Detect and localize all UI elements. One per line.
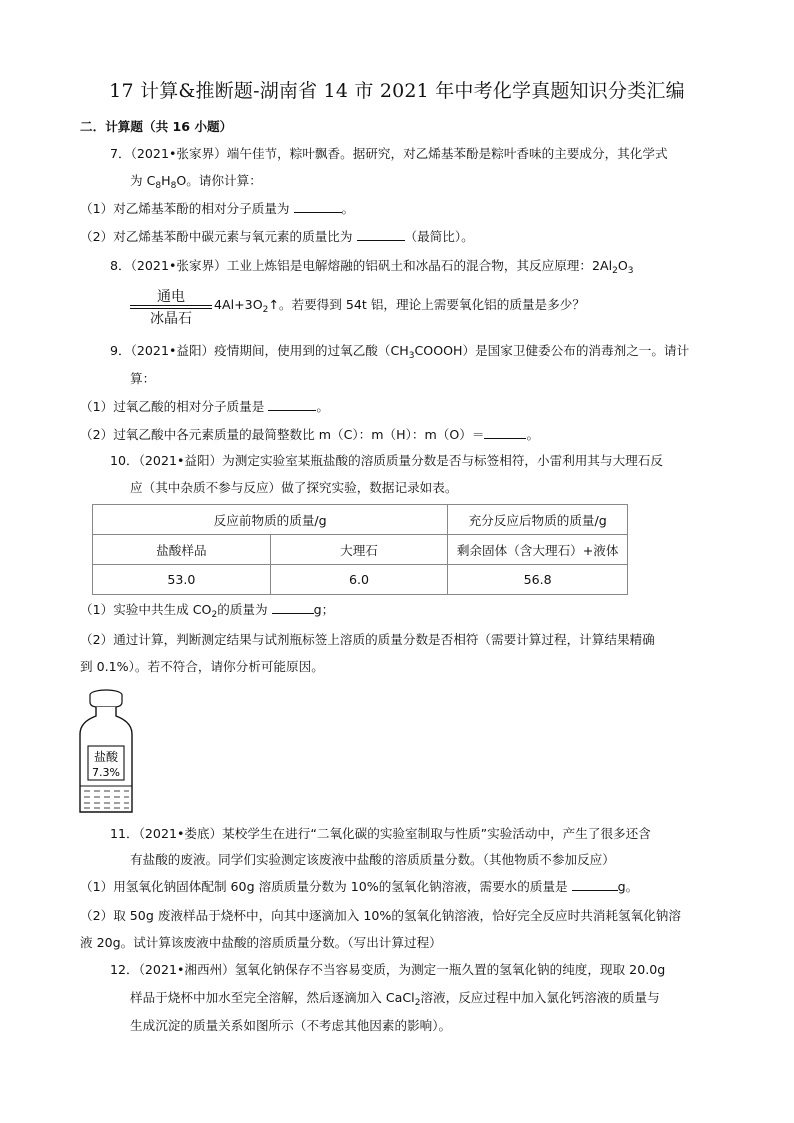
q7-stem-line1: 7．（2021•张家界）端午佳节，粽叶飘香。据研究，对乙烯基苯酚是粽叶香味的主要成分，其化学式 — [110, 146, 668, 161]
q12-stem-line3: 生成沉淀的质量关系如图所示（不考虑其他因素的影响）。 — [130, 1018, 452, 1033]
q11-stem-line1: 11．（2021•娄底）某校学生在进行“二氧化碳的实验室制取与性质”实验活动中，产生了很多还含 — [110, 826, 651, 841]
q9-part1: （1）过氧乙酸的相对分子质量是 。 — [80, 399, 329, 414]
data-table — [92, 504, 628, 595]
q12-stem-line1: 12．（2021•湘西州）氢氧化钠保存不当容易变质，为测定一瓶久置的氢氧化钠的纯度，现取 20.0g — [110, 962, 666, 977]
q11-part2-line1: （2）取 50g 废液样品于烧杯中，向其中逐滴加入 10%的氢氧化钠溶液，恰好完全反应时共消耗氢氧化钠溶 — [80, 908, 681, 923]
q7-part2: （2）对乙烯基苯酚中碳元素与氧元素的质量比为 （最简比）。 — [80, 229, 474, 244]
q10-part2-line2: 到 0.1%）。若不符合，请你分析可能原因。 — [80, 659, 324, 674]
q7-part1: （1）对乙烯基苯酚的相对分子质量为 。 — [80, 201, 355, 216]
reaction-condition — [130, 286, 212, 326]
table-cell: 6.0 — [270, 565, 448, 595]
table-row — [93, 565, 628, 595]
condition-bottom: 冰晶石 — [150, 311, 192, 327]
table-cell: 剩余固体（含大理石）+液体 — [448, 535, 628, 565]
table-cell: 盐酸样品 — [93, 535, 271, 565]
page-title: 17 计算&推断题-湖南省 14 市 2021 年中考化学真题知识分类汇编 — [109, 80, 685, 102]
table-row — [93, 505, 628, 535]
q8-products: $4Al+3O_2↑$。若要得到 54t 铝，理论上需要氧化铝的质量是多少？ — [214, 297, 585, 315]
table-header-after: 充分反应后物质的质量/g — [448, 505, 628, 535]
answer-blank[interactable] — [272, 601, 314, 614]
bottle-stopper — [90, 695, 122, 707]
q9-stem-line1: 9．（2021•益阳）疫情期间，使用到的过氧乙酸$(CH_3COOOH)$是国家卫健委公布的消毒剂之一。请计 — [110, 343, 690, 361]
q12-stem-line2: 样品于烧杯中加水至完全溶解，然后逐滴加入 CaCl$_2$溶液，反应过程中加入氯化钙溶液的质量与 — [130, 990, 660, 1008]
q11-part1: （1）用氢氧化钠固体配制 60g 溶质质量分数为 10%的氢氧化钠溶液，需要水的质量是 g。 — [80, 879, 639, 894]
bottle-label-value: 7.3% — [92, 766, 120, 779]
q10-stem-line2: 应（其中杂质不参与反应）做了探究实验，数据记录如表。 — [130, 480, 458, 495]
table-cell: 53.0 — [93, 565, 271, 595]
reagent-bottle-icon — [76, 688, 136, 814]
answer-blank[interactable] — [572, 878, 618, 891]
answer-blank[interactable] — [294, 200, 342, 213]
equal-bar-top — [130, 305, 212, 306]
q10-part1: （1）实验中共生成 $CO_2$的质量为 g； — [80, 602, 335, 620]
bottle-label-name: 盐酸 — [93, 750, 119, 764]
q10-stem-line1: 10．（2021•益阳）为测定实验室某瓶盐酸的溶质质量分数是否与标签相符，小雷利用其与大理石反 — [110, 453, 663, 468]
q11-stem-line2: 有盐酸的废液。同学们实验测定该废液中盐酸的溶质质量分数。（其他物质不参加反应） — [130, 852, 615, 867]
q7-stem-line2: 为 $C_8H_8O$。请你计算： — [130, 173, 262, 191]
table-cell: 大理石 — [270, 535, 448, 565]
q8-stem-line1: 8．（2021•张家界）工业上炼铝是电解熔融的铝矾土和冰晶石的混合物，其反应原理：$2Al_2O_3$ — [110, 258, 634, 276]
table-cell: 56.8 — [448, 565, 628, 595]
q11-part2-line2: 液 20g。试计算该废液中盐酸的溶质质量分数。（写出计算过程） — [80, 935, 442, 950]
answer-blank[interactable] — [357, 228, 405, 241]
table-header-before: 反应前物质的质量/g — [93, 505, 448, 535]
table-row — [93, 535, 628, 565]
answer-blank[interactable] — [484, 426, 526, 439]
answer-blank[interactable] — [268, 398, 316, 411]
section-heading: 二．计算题（共 16 小题） — [80, 119, 233, 134]
q9-part2: （2）过氧乙酸中各元素质量的最简整数比 m（C）：m（H）：m（O）＝ 。 — [80, 427, 540, 442]
q9-stem-line2: 算： — [130, 371, 156, 386]
q10-part2-line1: （2）通过计算，判断测定结果与试剂瓶标签上溶质的质量分数是否相符（需要计算过程，计算结果精确 — [80, 632, 655, 647]
condition-top: 通电 — [157, 289, 185, 305]
